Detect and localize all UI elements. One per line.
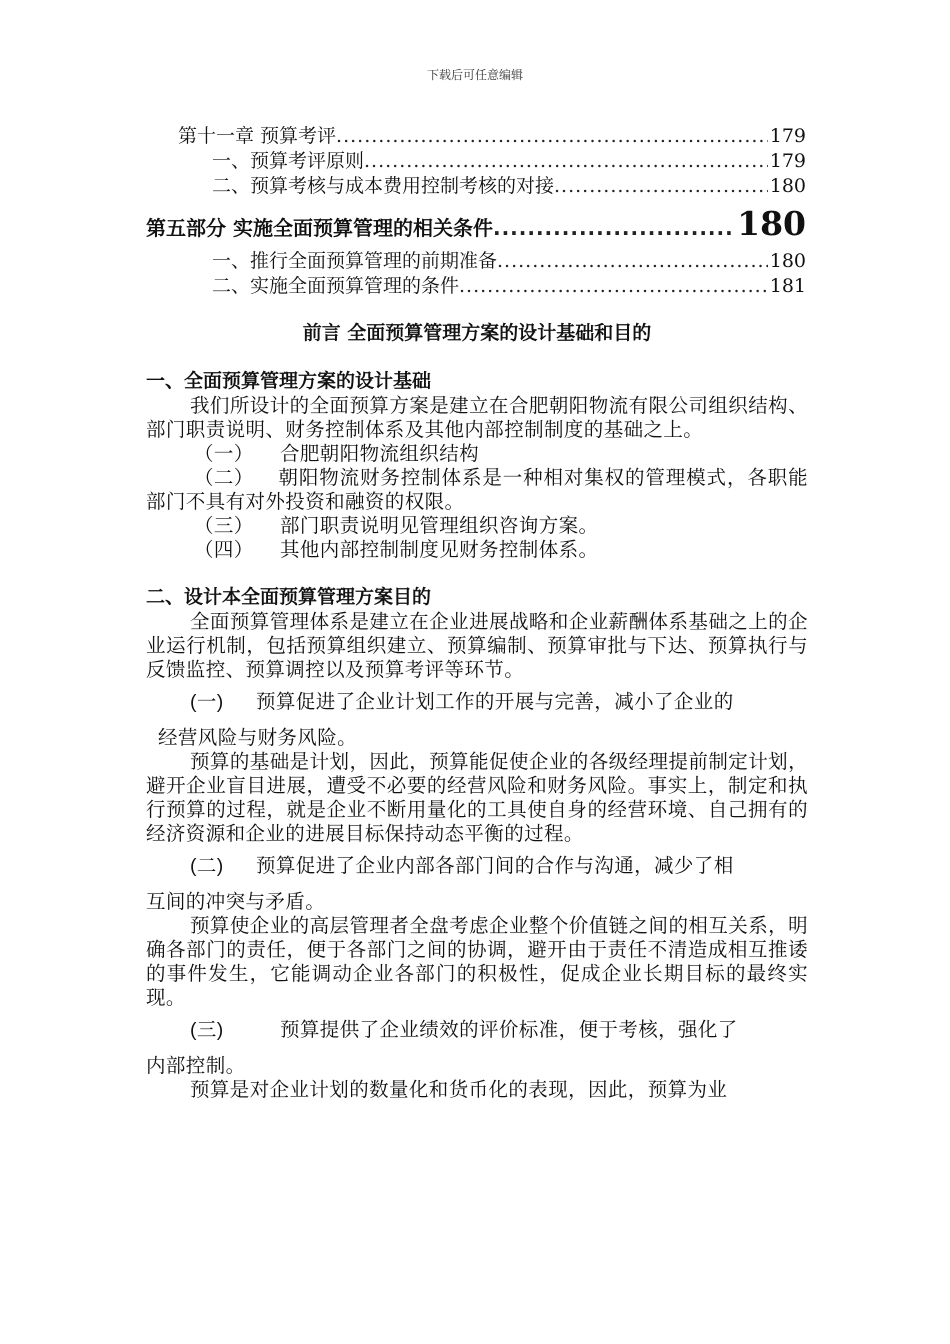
point-number: (二) bbox=[190, 855, 224, 877]
paragraph: 预算的基础是计划，因此，预算能促使企业的各级经理提前制定计划，避开企业盲目进展，遭受不必要的经营风险和财务风险。事实上，制定和执行预算的过程，就是企业不断用量化的工具使自身的经营环境、自己拥有的经济资源和企业的进展目标保持动态平衡的过程。 bbox=[146, 750, 808, 845]
section-heading: 二、设计本全面预算管理方案目的 bbox=[146, 586, 432, 608]
point-title-continued: 内部控制。 bbox=[146, 1054, 246, 1077]
list-item bbox=[146, 466, 808, 514]
toc-entry[interactable] bbox=[146, 124, 806, 149]
list-item-text: 部门职责说明见管理组织咨询方案。 bbox=[280, 514, 599, 537]
list-item-number: （三） bbox=[194, 514, 254, 537]
list-item-text: 合肥朝阳物流组织结构 bbox=[280, 442, 480, 465]
list-item-number: （一） bbox=[194, 442, 254, 465]
toc-entry[interactable] bbox=[146, 274, 806, 299]
header-note: 下载后可任意编辑 bbox=[426, 68, 523, 82]
toc-part-entry[interactable] bbox=[146, 204, 806, 248]
list-item-number: （四） bbox=[194, 538, 254, 561]
section-heading: 一、全面预算管理方案的设计基础 bbox=[146, 370, 432, 392]
toc-entry-page: 179 bbox=[769, 150, 806, 172]
document-body bbox=[146, 315, 808, 1102]
toc-leader bbox=[336, 124, 768, 149]
point-title-continued: 经营风险与财务风险。 bbox=[158, 726, 358, 749]
toc-entry-title: 第五部分 实施全面预算管理的相关条件 bbox=[146, 216, 493, 240]
point-number: (一) bbox=[190, 691, 224, 713]
list-item-number: （二） bbox=[194, 466, 254, 489]
toc-entry-page: 180 bbox=[769, 250, 806, 272]
toc-leader bbox=[554, 174, 768, 199]
toc-entry-title: 二、预算考核与成本费用控制考核的对接 bbox=[212, 175, 555, 197]
toc-entry[interactable] bbox=[146, 249, 806, 274]
toc-entry-title: 一、推行全面预算管理的前期准备 bbox=[212, 250, 498, 272]
point-heading bbox=[146, 690, 808, 714]
paragraph: 预算使企业的高层管理者全盘考虑企业整个价值链之间的相互关系，明确各部门的责任，便于各部门之间的协调，避开由于责任不清造成相互推诿的事件发生，它能调动企业各部门的积极性，促成企业长期目标的最终实现。 bbox=[146, 914, 808, 1009]
list-item-text: 其他内部控制制度见财务控制体系。 bbox=[280, 538, 599, 561]
toc-leader bbox=[364, 149, 768, 174]
point-title-continued: 互间的冲突与矛盾。 bbox=[146, 890, 326, 913]
toc-entry-page: 180 bbox=[769, 175, 806, 197]
point-title: 预算促进了企业计划工作的开展与完善，减小了企业的 bbox=[256, 690, 734, 713]
point-number: (三) bbox=[190, 1019, 224, 1041]
preface-title: 前言 全面预算管理方案的设计基础和目的 bbox=[302, 322, 652, 344]
paragraph: 预算是对企业计划的数量化和货币化的表现，因此，预算为业 bbox=[190, 1078, 728, 1101]
list-item bbox=[146, 442, 808, 466]
point-title: 预算促进了企业内部各部门间的合作与沟通，减少了相 bbox=[256, 854, 734, 877]
toc-entry-page: 181 bbox=[769, 275, 806, 297]
toc-entry[interactable] bbox=[146, 174, 806, 199]
point-heading bbox=[146, 854, 808, 878]
toc-leader bbox=[497, 249, 768, 274]
table-of-contents bbox=[146, 124, 806, 299]
point-title: 预算提供了企业绩效的评价标准，便于考核，强化了 bbox=[280, 1018, 738, 1041]
toc-leader bbox=[493, 208, 735, 248]
list-item bbox=[146, 538, 808, 562]
toc-entry-title: 一、预算考评原则 bbox=[212, 150, 365, 172]
toc-entry-title: 第十一章 预算考评 bbox=[178, 125, 337, 147]
paragraph: 全面预算管理体系是建立在企业进展战略和企业薪酬体系基础之上的企业运行机制，包括预算组织建立、预算编制、预算审批与下达、预算执行与反馈监控、预算调控以及预算考评等环节。 bbox=[146, 610, 808, 681]
toc-entry-title: 二、实施全面预算管理的条件 bbox=[212, 275, 460, 297]
toc-entry[interactable] bbox=[146, 149, 806, 174]
toc-leader bbox=[459, 274, 768, 299]
toc-entry-page: 179 bbox=[769, 125, 806, 147]
list-item bbox=[146, 514, 808, 538]
toc-entry-page: 180 bbox=[737, 204, 806, 243]
point-heading bbox=[146, 1018, 808, 1042]
paragraph: 我们所设计的全面预算方案是建立在合肥朝阳物流有限公司组织结构、部门职责说明、财务控制体系及其他内部控制制度的基础之上。 bbox=[146, 394, 808, 441]
list-item-text: 朝阳物流财务控制体系是一种相对集权的管理模式，各职能部门不具有对外投资和融资的权限。 bbox=[146, 466, 808, 513]
